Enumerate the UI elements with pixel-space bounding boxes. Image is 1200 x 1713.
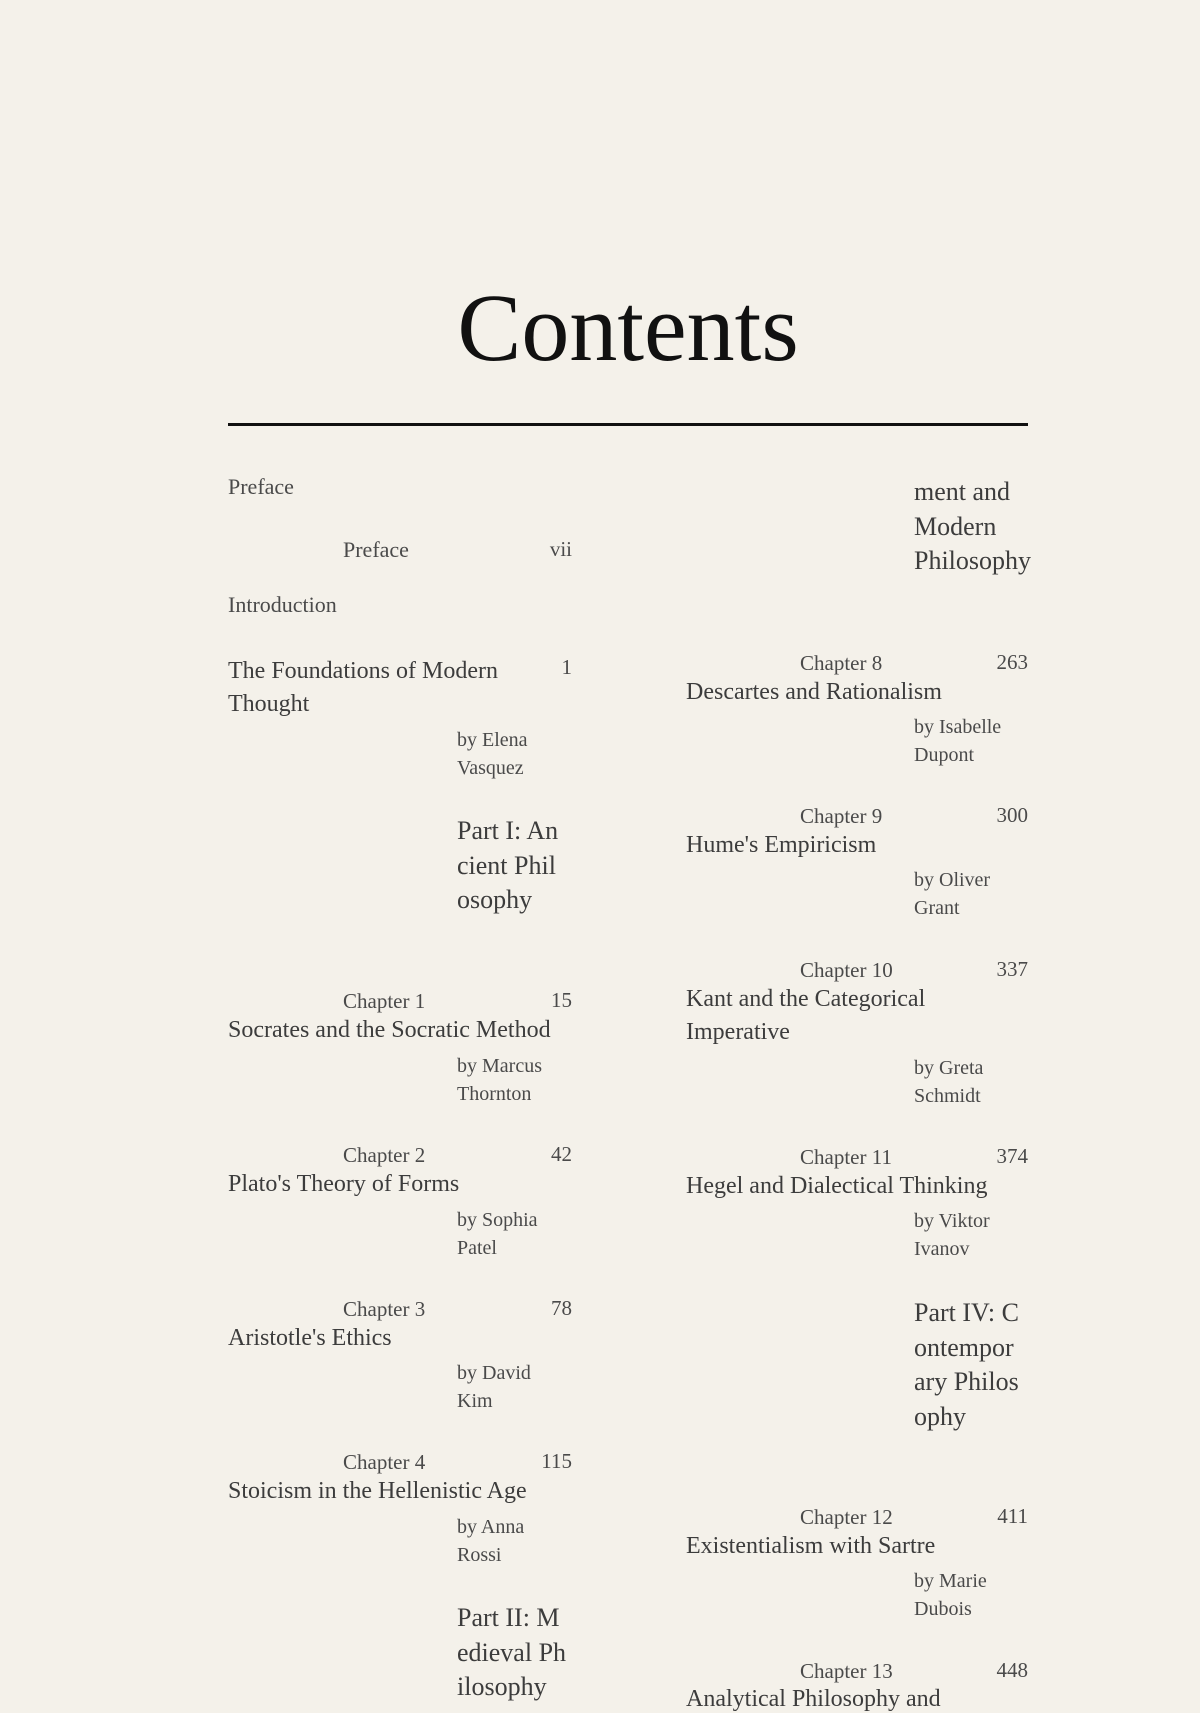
chapter-page[interactable]: 42 xyxy=(551,1142,572,1166)
toc-entry-preface-title[interactable]: Preface xyxy=(343,537,409,562)
chapter-title[interactable]: Hume's Empiricism xyxy=(686,832,877,858)
toc-entry-preface-page[interactable]: vii xyxy=(549,537,572,561)
chapter-number: Chapter 3 xyxy=(343,1297,426,1321)
chapter-number: Chapter 9 xyxy=(800,804,883,828)
chapter-number: Chapter 10 xyxy=(800,958,893,982)
chapter-title[interactable]: Hegel and Dialectical Thinking xyxy=(686,1173,988,1199)
chapter-page[interactable]: 337 xyxy=(996,957,1028,981)
chapter-title[interactable]: Existentialism with Sartre xyxy=(686,1533,936,1559)
chapter-page[interactable]: 263 xyxy=(996,650,1028,674)
chapter-number: Chapter 8 xyxy=(800,651,883,675)
chapter-number: Chapter 13 xyxy=(800,1659,893,1683)
chapter-title[interactable]: Aristotle's Ethics xyxy=(228,1325,392,1351)
chapter-author: by Sophia Patel xyxy=(457,1209,538,1259)
toc-entry-introduction-title[interactable]: The Foundations of Modern Thought xyxy=(228,658,498,717)
chapter-author: by Anna Rossi xyxy=(457,1516,525,1566)
chapter-number: Chapter 1 xyxy=(343,989,426,1013)
section-label-preface: Preface xyxy=(228,474,294,499)
chapter-number: Chapter 4 xyxy=(343,1450,426,1474)
chapter-author: by Greta Schmidt xyxy=(914,1057,984,1107)
toc-entry-introduction-author: by Elena Vasquez xyxy=(457,729,528,779)
chapter-title[interactable]: Stoicism in the Hellenistic Age xyxy=(228,1478,527,1504)
title-rule xyxy=(228,423,1028,426)
page-title: Contents xyxy=(457,274,799,381)
chapter-page[interactable]: 411 xyxy=(997,1504,1028,1528)
chapter-title[interactable]: Kant and the Categorical Imperative xyxy=(686,986,926,1045)
chapter-title[interactable]: Plato's Theory of Forms xyxy=(228,1171,460,1197)
chapter-number: Chapter 12 xyxy=(800,1505,893,1529)
chapter-title[interactable]: Socrates and the Socratic Method xyxy=(228,1017,551,1043)
chapter-author: by Isabelle Dupont xyxy=(914,716,1002,766)
chapter-author: by Marie Dubois xyxy=(914,1570,987,1620)
chapter-page[interactable]: 115 xyxy=(541,1449,572,1473)
chapter-number: Chapter 11 xyxy=(800,1145,892,1169)
chapter-page[interactable]: 300 xyxy=(996,803,1028,827)
chapter-author: by Oliver Grant xyxy=(914,869,991,919)
chapter-author: by David Kim xyxy=(457,1362,531,1412)
section-label-introduction: Introduction xyxy=(228,592,337,617)
part-heading-3-continued: ment and Modern Philosophy xyxy=(914,477,1032,575)
chapter-title[interactable]: Descartes and Rationalism xyxy=(686,679,942,705)
chapter-author: by Marcus Thornton xyxy=(457,1055,542,1105)
part-heading-2: Part II: Medieval Philosophy xyxy=(457,1603,567,1701)
chapter-page[interactable]: 78 xyxy=(551,1296,572,1320)
part-heading-4: Part IV: Contemporary Philosophy xyxy=(914,1298,1019,1431)
chapter-number: Chapter 2 xyxy=(343,1143,426,1167)
chapter-page[interactable]: 15 xyxy=(551,988,572,1012)
chapter-title[interactable]: Analytical Philosophy and xyxy=(686,1686,941,1712)
toc-entry-introduction-page[interactable]: 1 xyxy=(561,655,572,679)
chapter-page[interactable]: 448 xyxy=(996,1658,1028,1682)
chapter-page[interactable]: 374 xyxy=(996,1144,1028,1168)
chapter-author: by Viktor Ivanov xyxy=(914,1210,990,1260)
part-heading-1: Part I: Ancient Philosophy xyxy=(457,816,559,914)
